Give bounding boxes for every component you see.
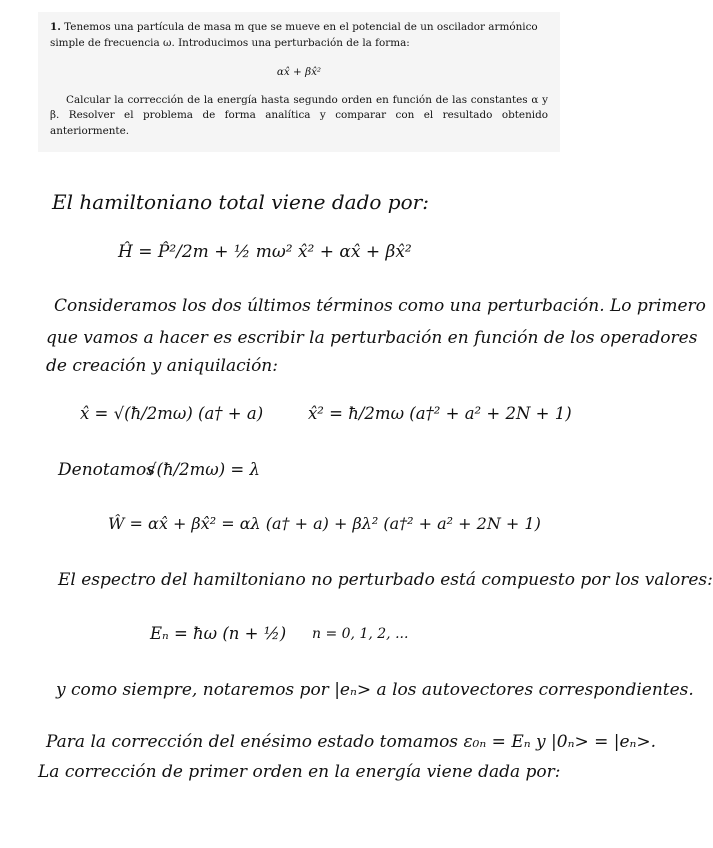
problem-number: 1. xyxy=(50,21,61,33)
notes-line-perturbation-1: Consideramos los dos últimos términos como una perturbación. Lo primero xyxy=(54,296,706,316)
notes-line-denotamos: Denotamos xyxy=(58,460,155,480)
equation-hamiltonian: Ĥ = P̂²/2m + ½ mω² x̂² + αx̂ + βx̂² xyxy=(118,242,412,262)
problem-statement-box xyxy=(38,12,560,152)
equation-x-squared-operator: x̂² = ħ/2mω (a†² + a² + 2N + 1) xyxy=(308,404,572,423)
perturbation-formula: αx̂ + βx̂² xyxy=(276,66,322,78)
notes-line-nth-state: Para la corrección del enésimo estado tomamos ε₀ₙ = Eₙ y |0ₙ> = |eₙ>. xyxy=(46,732,657,752)
problem-question: Calcular la corrección de la energía hasta segundo orden en función de las constantes α y β. Resolver el problema de forma analítica y comparar con el resultado obtenido anteriormente. xyxy=(50,93,548,137)
equation-perturbation-W: Ŵ = αx̂ + βx̂² = αλ (a† + a) + βλ² (a†² + a² + 2N + 1) xyxy=(108,514,541,533)
notes-line-perturbation-2: que vamos a hacer es escribir la perturbación en función de los operadores xyxy=(46,328,698,348)
problem-intro-text: Tenemos una partícula de masa m que se mueve en el potencial de un oscilador armónico simple de frecuencia ω. Introducimos una perturbación de la forma: xyxy=(50,21,538,49)
notes-line-hamiltonian-intro: El hamiltoniano total viene dado por: xyxy=(52,190,429,214)
equation-lambda: √(ħ/2mω) = λ xyxy=(146,460,260,479)
notes-line-eigenvectors: y como siempre, notaremos por |eₙ> a los autovectores correspondientes. xyxy=(56,680,694,700)
equation-n-values: n = 0, 1, 2, ... xyxy=(312,626,409,642)
equation-x-operator: x̂ = √(ħ/2mω) (a† + a) xyxy=(80,404,264,423)
problem-intro xyxy=(50,20,548,51)
notes-line-perturbation-3: de creación y aniquilación: xyxy=(46,356,278,376)
notes-line-spectrum: El espectro del hamiltoniano no perturbado está compuesto por los valores: xyxy=(58,570,713,590)
notes-line-first-order: La corrección de primer orden en la energía viene dada por: xyxy=(38,762,561,782)
equation-energy-levels: Eₙ = ħω (n + ½) xyxy=(150,624,287,643)
